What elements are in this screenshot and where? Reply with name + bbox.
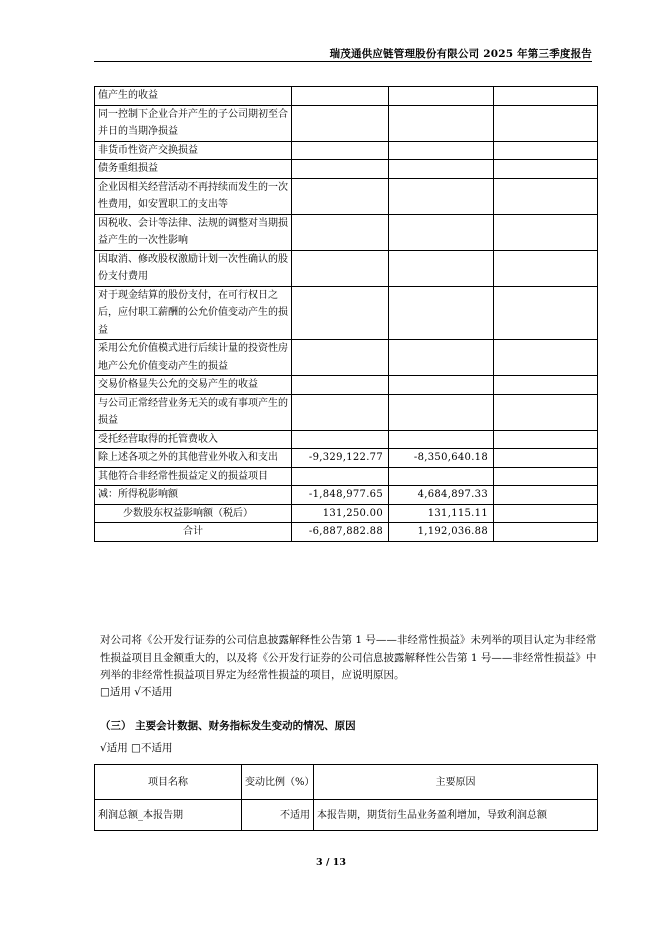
row-label: 受托经营取得的托管费收入 (95, 430, 292, 449)
ytd-value: 1,192,036.88 (389, 523, 494, 542)
row-label: 合计 (95, 523, 292, 542)
non-recurring-items-table (94, 86, 598, 542)
ytd-value (389, 467, 494, 486)
table-row (95, 286, 598, 340)
table-row (95, 141, 598, 160)
report-header: 瑞茂通供应链管理股份有限公司 2025 年第三季度报告 (329, 48, 592, 60)
applicability-option: √适用 □不适用 (100, 742, 173, 754)
row-note (494, 340, 598, 376)
ytd-value (389, 141, 494, 160)
current-period-value (292, 340, 389, 376)
current-period-value (292, 430, 389, 449)
current-period-value (292, 87, 389, 106)
ytd-value (389, 250, 494, 286)
row-label: 因取消、修改股权激励计划一次性确认的股份支付费用 (95, 250, 292, 286)
table-row (95, 87, 598, 106)
row-note (494, 178, 598, 214)
current-period-value (292, 160, 389, 179)
table-row (95, 504, 598, 523)
row-note (494, 449, 598, 468)
section-heading: （三） 主要会计数据、财务指标发生变动的情况、原因 (100, 720, 356, 732)
ytd-value (389, 376, 494, 395)
row-label: 非货币性资产交换损益 (95, 141, 292, 160)
table-row (95, 214, 598, 250)
current-period-value (292, 286, 389, 340)
row-note (494, 141, 598, 160)
row-note (494, 214, 598, 250)
current-period-value (292, 467, 389, 486)
ytd-value (389, 178, 494, 214)
row-label: 少数股东权益影响额（税后） (95, 504, 292, 523)
current-period-value (292, 250, 389, 286)
current-period-value (292, 214, 389, 250)
current-period-value: 131,250.00 (292, 504, 389, 523)
row-note (494, 250, 598, 286)
page-number: 3 / 13 (316, 857, 346, 868)
ytd-value: 4,684,897.33 (389, 486, 494, 505)
ytd-value (389, 340, 494, 376)
ytd-value (389, 105, 494, 141)
row-label: 因税收、会计等法律、法规的调整对当期损益产生的一次性影响 (95, 214, 292, 250)
current-period-value: -1,848,977.65 (292, 486, 389, 505)
row-note (494, 286, 598, 340)
applicability-option: □适用 √不适用 (100, 686, 173, 698)
table-row (95, 449, 598, 468)
table-row (95, 250, 598, 286)
row-note (494, 504, 598, 523)
table-row (95, 105, 598, 141)
current-period-value (292, 376, 389, 395)
row-label: 其他符合非经常性损益定义的损益项目 (95, 467, 292, 486)
row-note (494, 430, 598, 449)
table-row (95, 800, 598, 831)
row-label: 同一控制下企业合并产生的子公司期初至合并日的当期净损益 (95, 105, 292, 141)
row-note (494, 160, 598, 179)
table-row (95, 486, 598, 505)
ytd-value (389, 430, 494, 449)
row-label: 交易价格显失公允的交易产生的收益 (95, 376, 292, 395)
row-note (494, 486, 598, 505)
table-row (95, 376, 598, 395)
ytd-value (389, 87, 494, 106)
header-divider (94, 61, 592, 62)
column-header-item: 项目名称 (95, 765, 242, 800)
current-period-value: -6,887,882.88 (292, 523, 389, 542)
explanation-paragraph: 对公司将《公开发行证券的公司信息披露解释性公告第 1 号——非经常性损益》未列举的项目认定为非经常性损益项目且金额重大的，以及将《公开发行证券的公司信息披露解释性公告第 1 号——非经常性损益》中列举的非经常性损益项目界定为经常性损益的项目，应说明原因。 (100, 634, 597, 681)
row-note (494, 87, 598, 106)
row-label: 减：所得税影响额 (95, 486, 292, 505)
ytd-value (389, 214, 494, 250)
current-period-value (292, 141, 389, 160)
row-label: 采用公允价值模式进行后续计量的投资性房地产公允价值变动产生的损益 (95, 340, 292, 376)
row-note (494, 394, 598, 430)
row-note (494, 523, 598, 542)
ytd-value (389, 286, 494, 340)
table-row (95, 394, 598, 430)
table-row (95, 178, 598, 214)
row-label: 值产生的收益 (95, 87, 292, 106)
ytd-value: -8,350,640.18 (389, 449, 494, 468)
current-period-value (292, 178, 389, 214)
column-header-reason: 主要原因 (314, 765, 598, 800)
current-period-value (292, 394, 389, 430)
row-label: 债务重组损益 (95, 160, 292, 179)
table-row (95, 340, 598, 376)
ytd-value: 131,115.11 (389, 504, 494, 523)
table-row (95, 467, 598, 486)
table-row-total (95, 523, 598, 542)
change-ratio: 不适用 (242, 800, 314, 831)
row-label: 除上述各项之外的其他营业外收入和支出 (95, 449, 292, 468)
table-row (95, 160, 598, 179)
ytd-value (389, 160, 494, 179)
row-note (494, 376, 598, 395)
current-period-value (292, 105, 389, 141)
current-period-value: -9,329,122.77 (292, 449, 389, 468)
row-label: 对于现金结算的股份支付，在可行权日之后，应付职工薪酬的公允价值变动产生的损益 (95, 286, 292, 340)
changes-table (94, 764, 598, 831)
table-header-row (95, 765, 598, 800)
row-note (494, 105, 598, 141)
table-row (95, 430, 598, 449)
row-label: 与公司正常经营业务无关的或有事项产生的损益 (95, 394, 292, 430)
item-name: 利润总额_本报告期 (95, 800, 242, 831)
main-reason: 本报告期，期货衍生品业务盈利增加，导致利润总额 (314, 800, 598, 831)
row-note (494, 467, 598, 486)
column-header-ratio: 变动比例（%） (242, 765, 314, 800)
row-label: 企业因相关经营活动不再持续而发生的一次性费用，如安置职工的支出等 (95, 178, 292, 214)
ytd-value (389, 394, 494, 430)
